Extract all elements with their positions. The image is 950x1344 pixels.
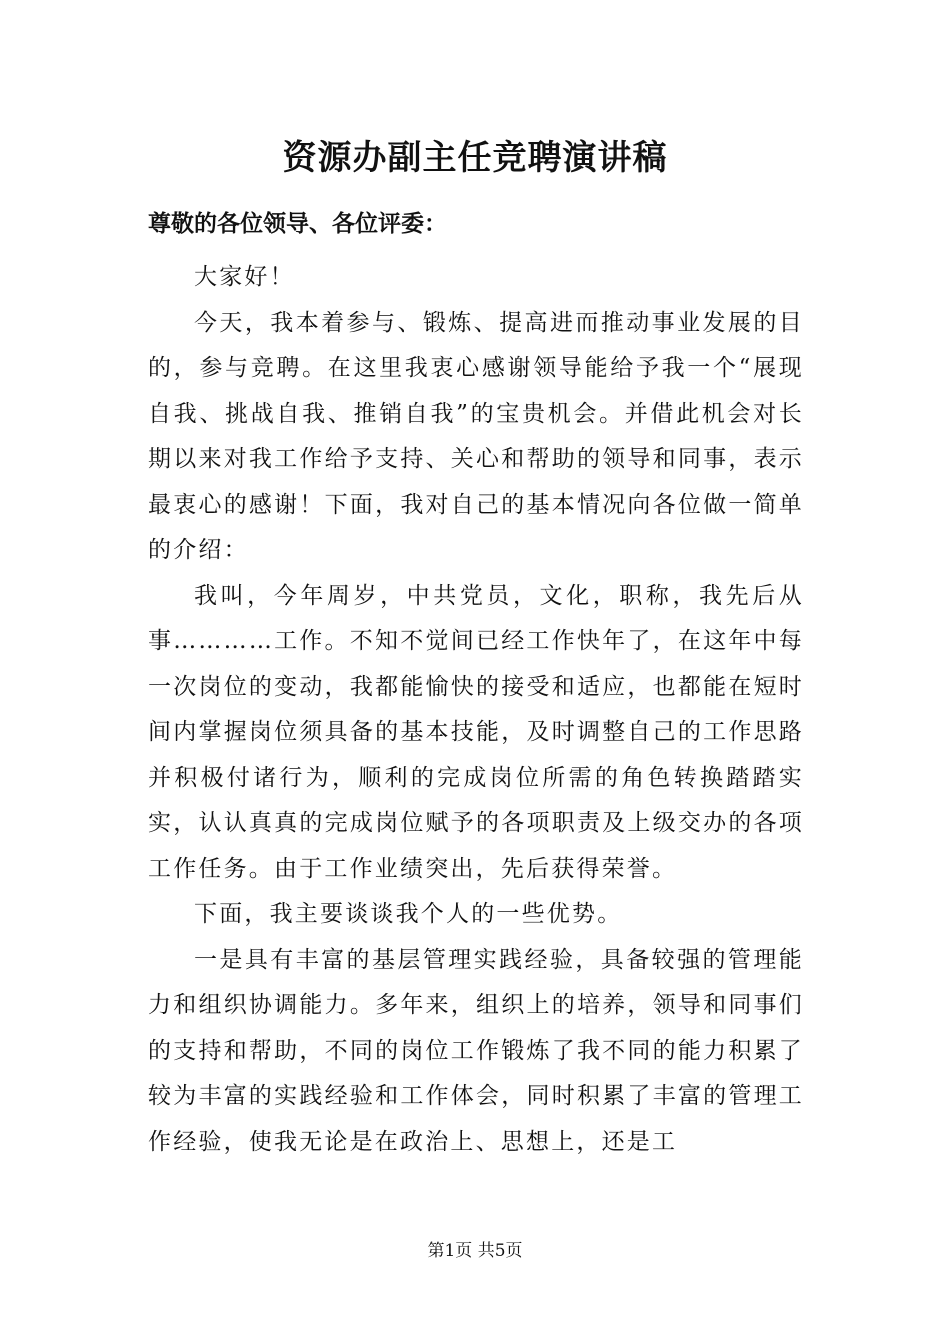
document-body	[148, 255, 804, 1165]
paragraph-greeting: 大家好！	[194, 264, 295, 290]
document-title: 资源办副主任竞聘演讲稿	[282, 138, 668, 178]
paragraph-introduction: 今天，我本着参与、锻炼、提高进而推动事业发展的目的，参与竞聘。在这里我衷心感谢领导能给予我一个“展现自我、挑战自我、推销自我”的宝贵机会。并借此机会对长期以来对我工作给予支持、关心和帮助的领导和同事，表示最衷心的感谢！下面，我对自己的基本情况向各位做一简单的介绍：	[148, 309, 804, 563]
paragraph-strength-one: 一是具有丰富的基层管理实践经验，具备较强的管理能力和组织协调能力。多年来，组织上的培养，领导和同事们的支持和帮助，不同的岗位工作锻炼了我不同的能力积累了较为丰富的实践经验和工作体会，同时积累了丰富的管理工作经验，使我无论是在政治上、思想上，还是工	[148, 946, 804, 1155]
salutation: 尊敬的各位领导、各位评委：	[148, 210, 447, 237]
paragraph-background: 我叫，今年周岁，中共党员，文化，职称，我先后从事…………工作。不知不觉间已经工作快年了，在这年中每一次岗位的变动，我都能愉快的接受和适应，也都能在短时间内掌握岗位须具备的基本技能，及时调整自己的工作思路并积极付诸行为，顺利的完成岗位所需的角色转换踏踏实实，认认真真的完成岗位赋予的各项职责及上级交办的各项工作任务。由于工作业绩突出，先后获得荣誉。	[148, 582, 804, 882]
page-footer: 第1页 共5页	[427, 1241, 523, 1261]
paragraph-strengths-intro: 下面，我主要谈谈我个人的一些优势。	[194, 901, 623, 927]
